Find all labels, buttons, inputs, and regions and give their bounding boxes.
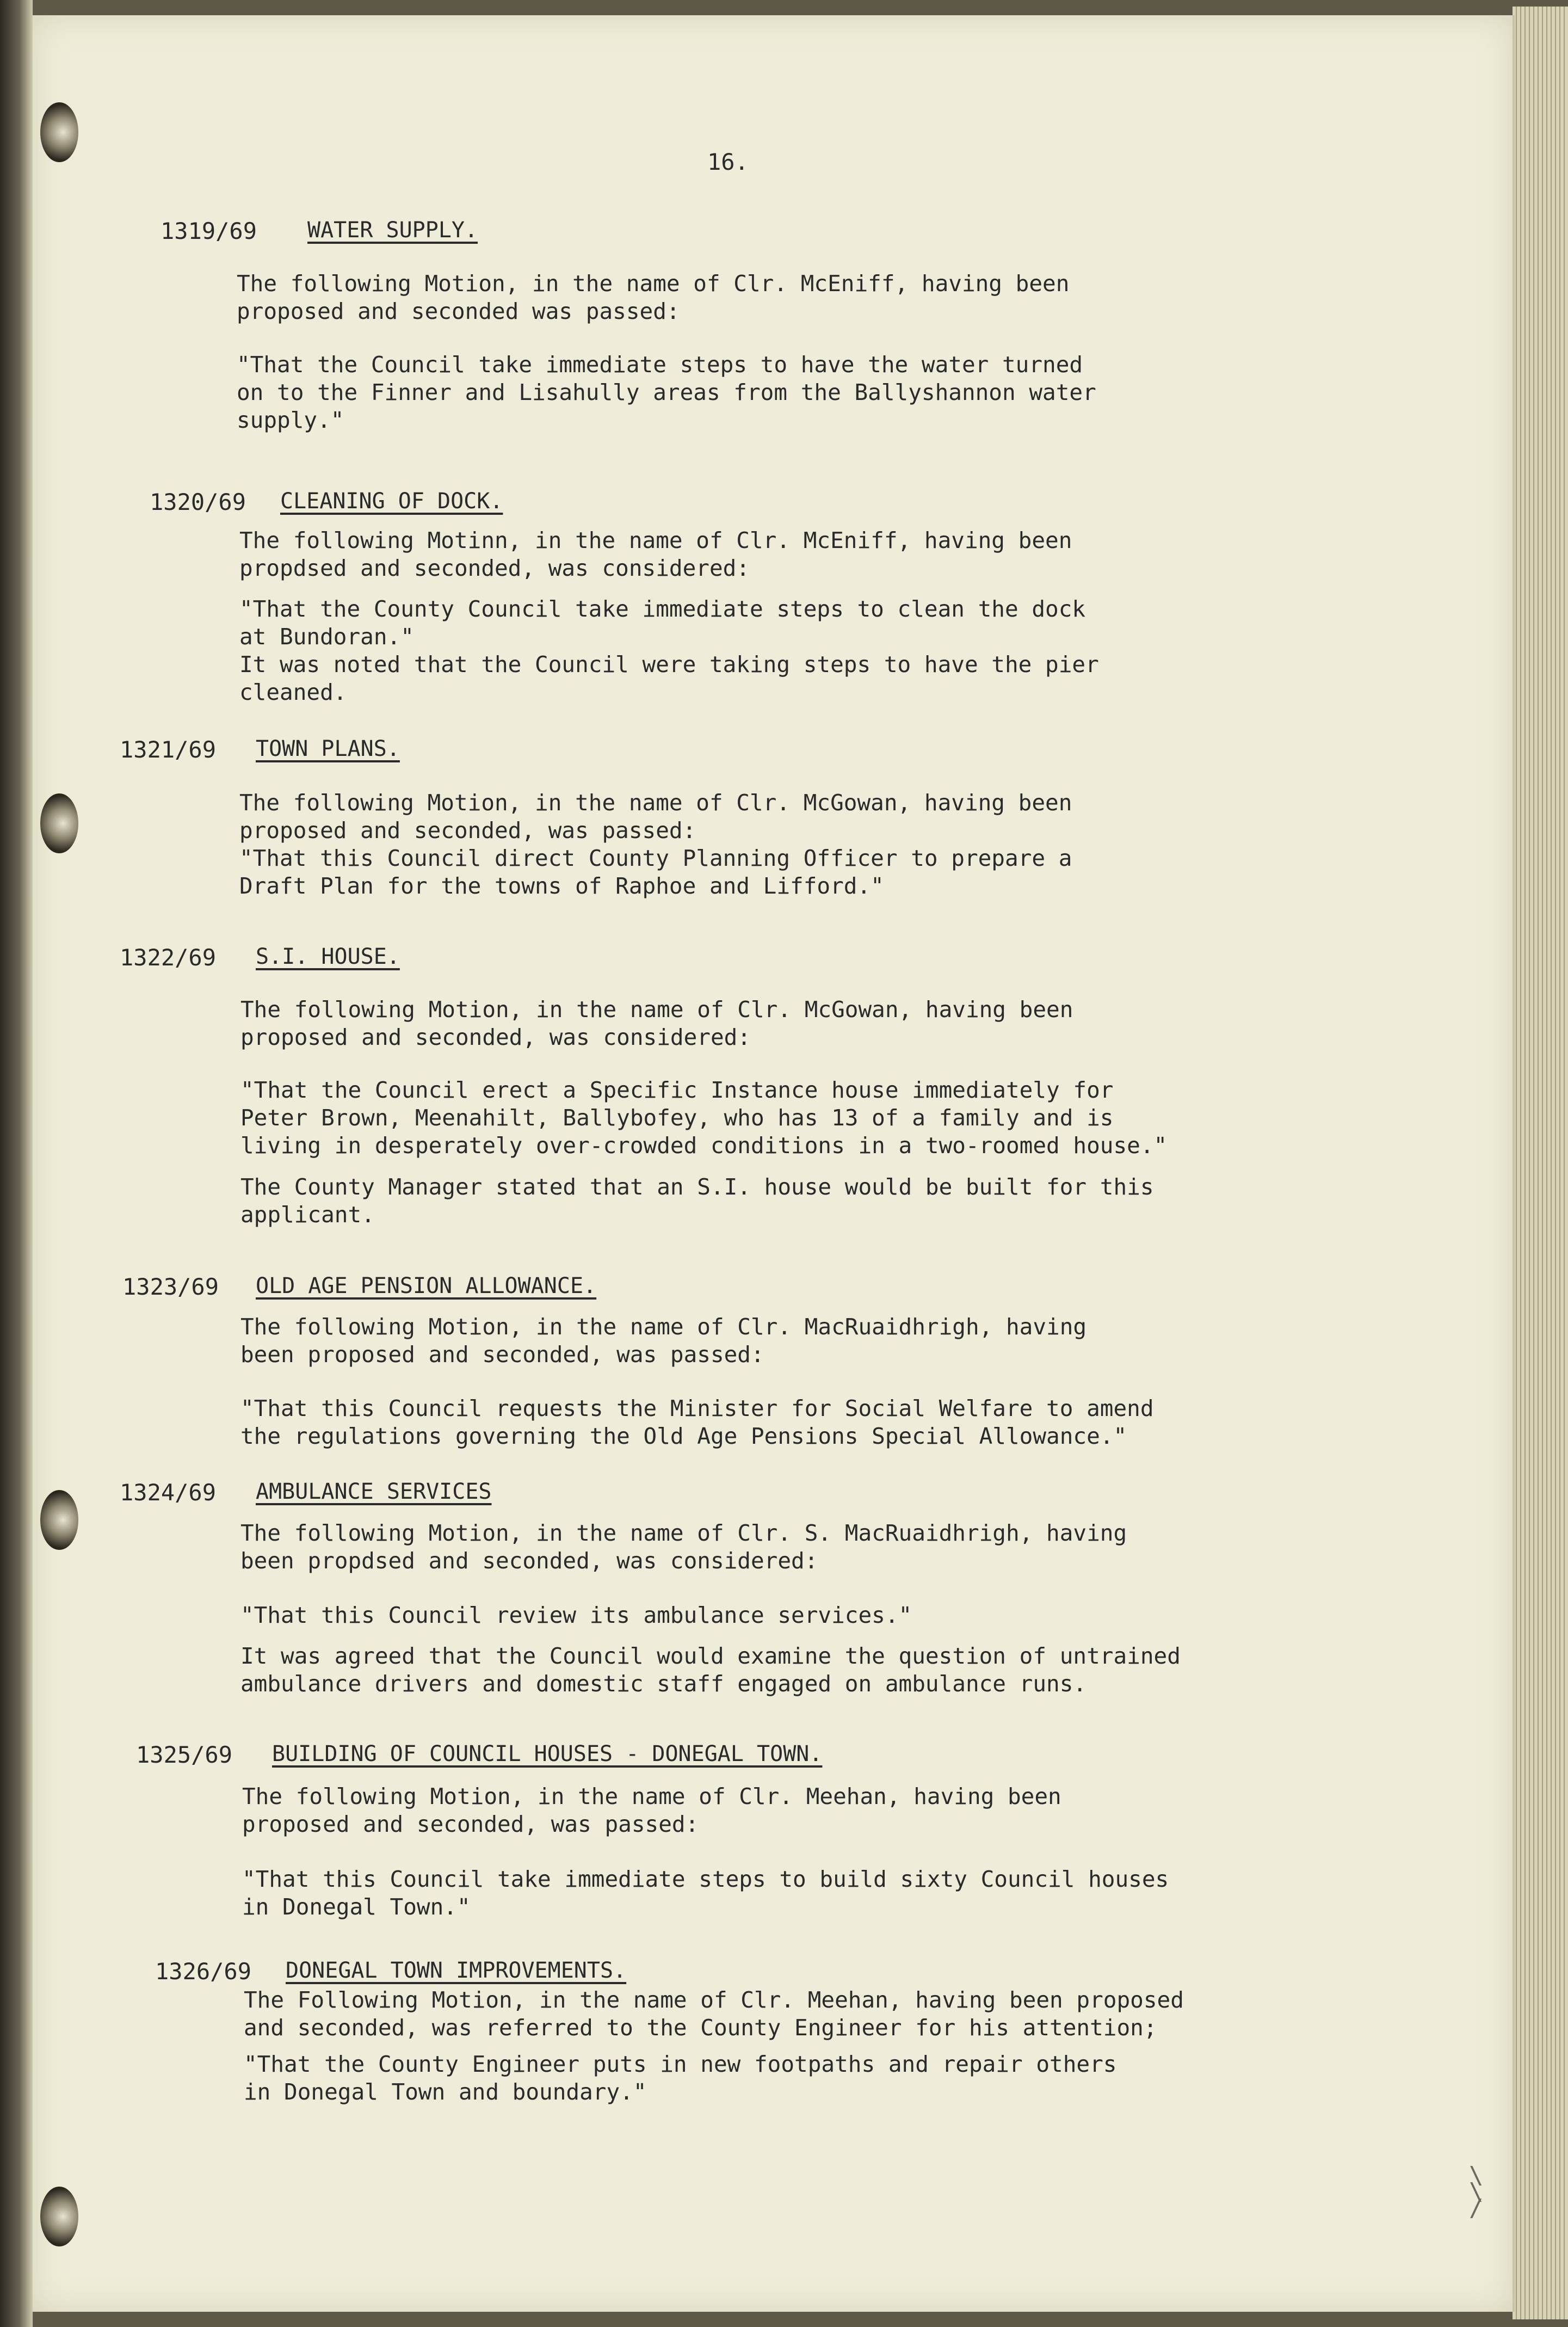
minute-heading: TOWN PLANS. bbox=[256, 736, 400, 761]
minute-heading: OLD AGE PENSION ALLOWANCE. bbox=[256, 1273, 597, 1298]
minute-heading: CLEANING OF DOCK. bbox=[280, 489, 503, 514]
minute-number: 1321/69 bbox=[120, 736, 217, 763]
page-number: 16. bbox=[707, 149, 749, 175]
page-edges bbox=[1513, 7, 1568, 2319]
minute-paragraph: The following Motion, in the name of Clr. S. MacRuaidhrigh, having been propdsed and seconded, was considered: bbox=[240, 1520, 1127, 1574]
minute-paragraph: "That this Council take immediate steps to build sixty Council houses in Donegal Town." bbox=[242, 1866, 1169, 1920]
binder-ring-icon bbox=[40, 793, 78, 853]
minute-paragraph: The following Motion, in the name of Clr. McGowan, having been proposed and seconded, was passed: "That this Council direct County Planning Officer to prepare a Draft Plan for the towns of Raphoe and Lifford." bbox=[239, 790, 1072, 899]
margin-pencil-marks: \ \ / bbox=[1469, 2162, 1484, 2222]
minute-paragraph: "That this Council requests the Minister for Social Welfare to amend the regulations governing the Old Age Pensions Special Allowance." bbox=[240, 1395, 1154, 1449]
minute-number: 1320/69 bbox=[150, 489, 246, 515]
minute-paragraph: "That the Council take immediate steps to have the water turned on to the Finner and Lisahully areas from the Ballyshannon water supply." bbox=[237, 352, 1096, 433]
minute-heading: WATER SUPPLY. bbox=[307, 218, 478, 243]
minute-paragraph: "That the County Engineer puts in new footpaths and repair others in Donegal Town and boundary." bbox=[244, 2051, 1117, 2105]
binder-ring-icon bbox=[40, 2187, 78, 2246]
minute-paragraph: It was agreed that the Council would examine the question of untrained ambulance drivers and domestic staff engaged on ambulance runs. bbox=[240, 1643, 1181, 1697]
minute-paragraph: The County Manager stated that an S.I. house would be built for this applicant. bbox=[240, 1174, 1154, 1228]
minute-number: 1324/69 bbox=[120, 1479, 217, 1506]
minute-paragraph: The following Motion, in the name of Clr. Meehan, having been proposed and seconded, was passed: bbox=[242, 1783, 1061, 1837]
minute-heading: AMBULANCE SERVICES bbox=[256, 1479, 492, 1504]
minute-heading: S.I. HOUSE. bbox=[256, 944, 400, 969]
minute-number: 1326/69 bbox=[155, 1958, 252, 1985]
minute-paragraph: The following Motion, in the name of Clr. McGowan, having been proposed and seconded, was considered: bbox=[240, 996, 1073, 1050]
minute-heading: DONEGAL TOWN IMPROVEMENTS. bbox=[286, 1958, 627, 1983]
binder-ring-icon bbox=[40, 102, 78, 162]
minute-paragraph: "That this Council review its ambulance services." bbox=[240, 1602, 912, 1628]
minute-paragraph: The Following Motion, in the name of Clr. Meehan, having been proposed and seconded, was referred to the County Engineer for his attention; bbox=[244, 1987, 1184, 2041]
binder-ring-icon bbox=[40, 1490, 78, 1550]
minute-paragraph: The following Motion, in the name of Clr. MacRuaidhrigh, having been proposed and seconded, was passed: bbox=[240, 1314, 1087, 1368]
document-page bbox=[33, 15, 1515, 2312]
minute-number: 1322/69 bbox=[120, 944, 217, 971]
minute-heading: BUILDING OF COUNCIL HOUSES - DONEGAL TOWN. bbox=[272, 1741, 823, 1766]
minute-paragraph: "That the County Council take immediate steps to clean the dock at Bundoran." It was noted that the Council were taking steps to have the pier cleaned. bbox=[239, 596, 1099, 705]
minute-paragraph: "That the Council erect a Specific Instance house immediately for Peter Brown, Meenahilt, Ballybofey, who has 13 of a family and is living in desperately over-crowded conditions in a two-roomed house." bbox=[240, 1077, 1168, 1159]
minute-number: 1323/69 bbox=[122, 1273, 219, 1300]
minute-paragraph: The following Motion, in the name of Clr. McEniff, having been proposed and seconded was passed: bbox=[237, 270, 1070, 324]
minute-number: 1319/69 bbox=[160, 218, 257, 244]
minute-paragraph: The following Motinn, in the name of Clr. McEniff, having been propdsed and seconded, was considered: bbox=[239, 527, 1072, 581]
minute-number: 1325/69 bbox=[136, 1741, 233, 1768]
binding-gutter bbox=[0, 0, 33, 2327]
